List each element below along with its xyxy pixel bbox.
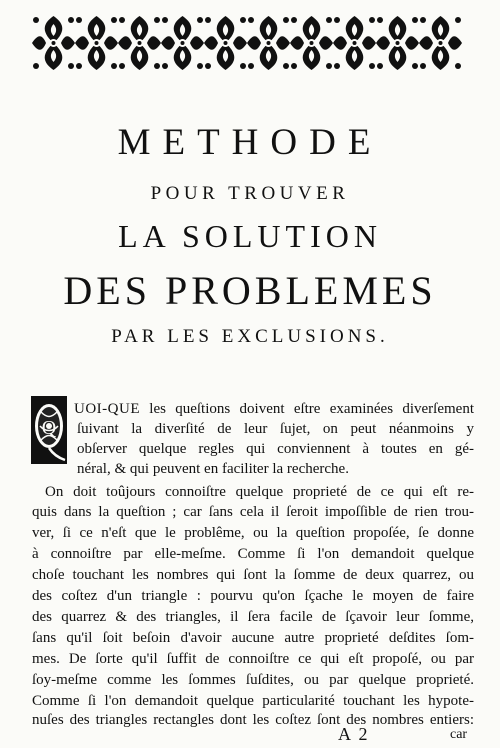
text-line-7: ver, ſi ce n'eſt que le problême, ou la queſtion propoſée, ſe donne: [32, 525, 474, 541]
title-par-les-exclusions: PAR LES EXCLUSIONS.: [111, 326, 389, 347]
text-line-16: nuſes des triangles rectangles dont les coſtez ſont des nombres entiers:: [32, 712, 474, 728]
text-line-11: des quarrez & des triangles, il ſera facile de ſçavoir leur ſomme,: [32, 609, 474, 625]
text-line-8: à connoiſtre par elle-meſme. Comme ſi l'on demandoit quelque: [32, 546, 474, 562]
small-caps-opening: UOI-QUE: [74, 401, 140, 417]
text-line-10: des coſtez d'un triangle : pourvu qu'on ſçache le moyen de faire: [32, 588, 474, 604]
text-line-5: On doit toûjours connoiſtre quelque proprieté de ce qui eſt re-: [45, 484, 474, 500]
line-text: les queſtions doivent eſtre examinées diverſement: [139, 401, 474, 417]
text-line-12: ſans qu'il ſoit beſoin d'avoir aucune autre proprieté deſdites ſom-: [32, 630, 474, 646]
decorative-headpiece-ornament: [32, 12, 462, 74]
text-line-6: quis dans la queſtion ; car ſans cela il ſeroit impoſſible de rien trou-: [32, 504, 474, 520]
text-line-14: ſoy-meſme comme les ſommes ſuſdites, ou par quelque proprieté.: [32, 672, 474, 688]
text-line-1: [74, 400, 474, 418]
text-line-9: choſe touchant les nombres qui ſont la ſomme de deux quarrez, ou: [32, 567, 474, 583]
title-pour-trouver: POUR TROUVER: [150, 183, 350, 204]
title-des-problemes: DES PROBLEMES: [63, 268, 437, 313]
text-line-3: obſerver quelque regles qui conviennent à toutes en gé-: [77, 441, 474, 457]
text-line-13: mes. De ſorte qu'il ſuffit de connoiſtre ce qui eſt propoſé, ou par: [32, 651, 474, 667]
signature-mark: A 2: [338, 724, 370, 744]
catchword: car: [450, 727, 468, 742]
text-line-2: ſuivant la diverſité de leur ſujet, on peut néanmoins y: [77, 421, 474, 437]
text-line-15: Comme ſi l'on demandoit quelque particularité touchant les hypote-: [32, 693, 474, 709]
title-la-solution: LA SOLUTION: [118, 218, 382, 254]
dropcap-letter: Q: [41, 417, 57, 439]
text-line-4: néral, & qui peuvent en faciliter la recherche.: [77, 461, 349, 477]
title-methode: METHODE: [117, 122, 383, 163]
decorated-initial-q: [31, 396, 67, 464]
